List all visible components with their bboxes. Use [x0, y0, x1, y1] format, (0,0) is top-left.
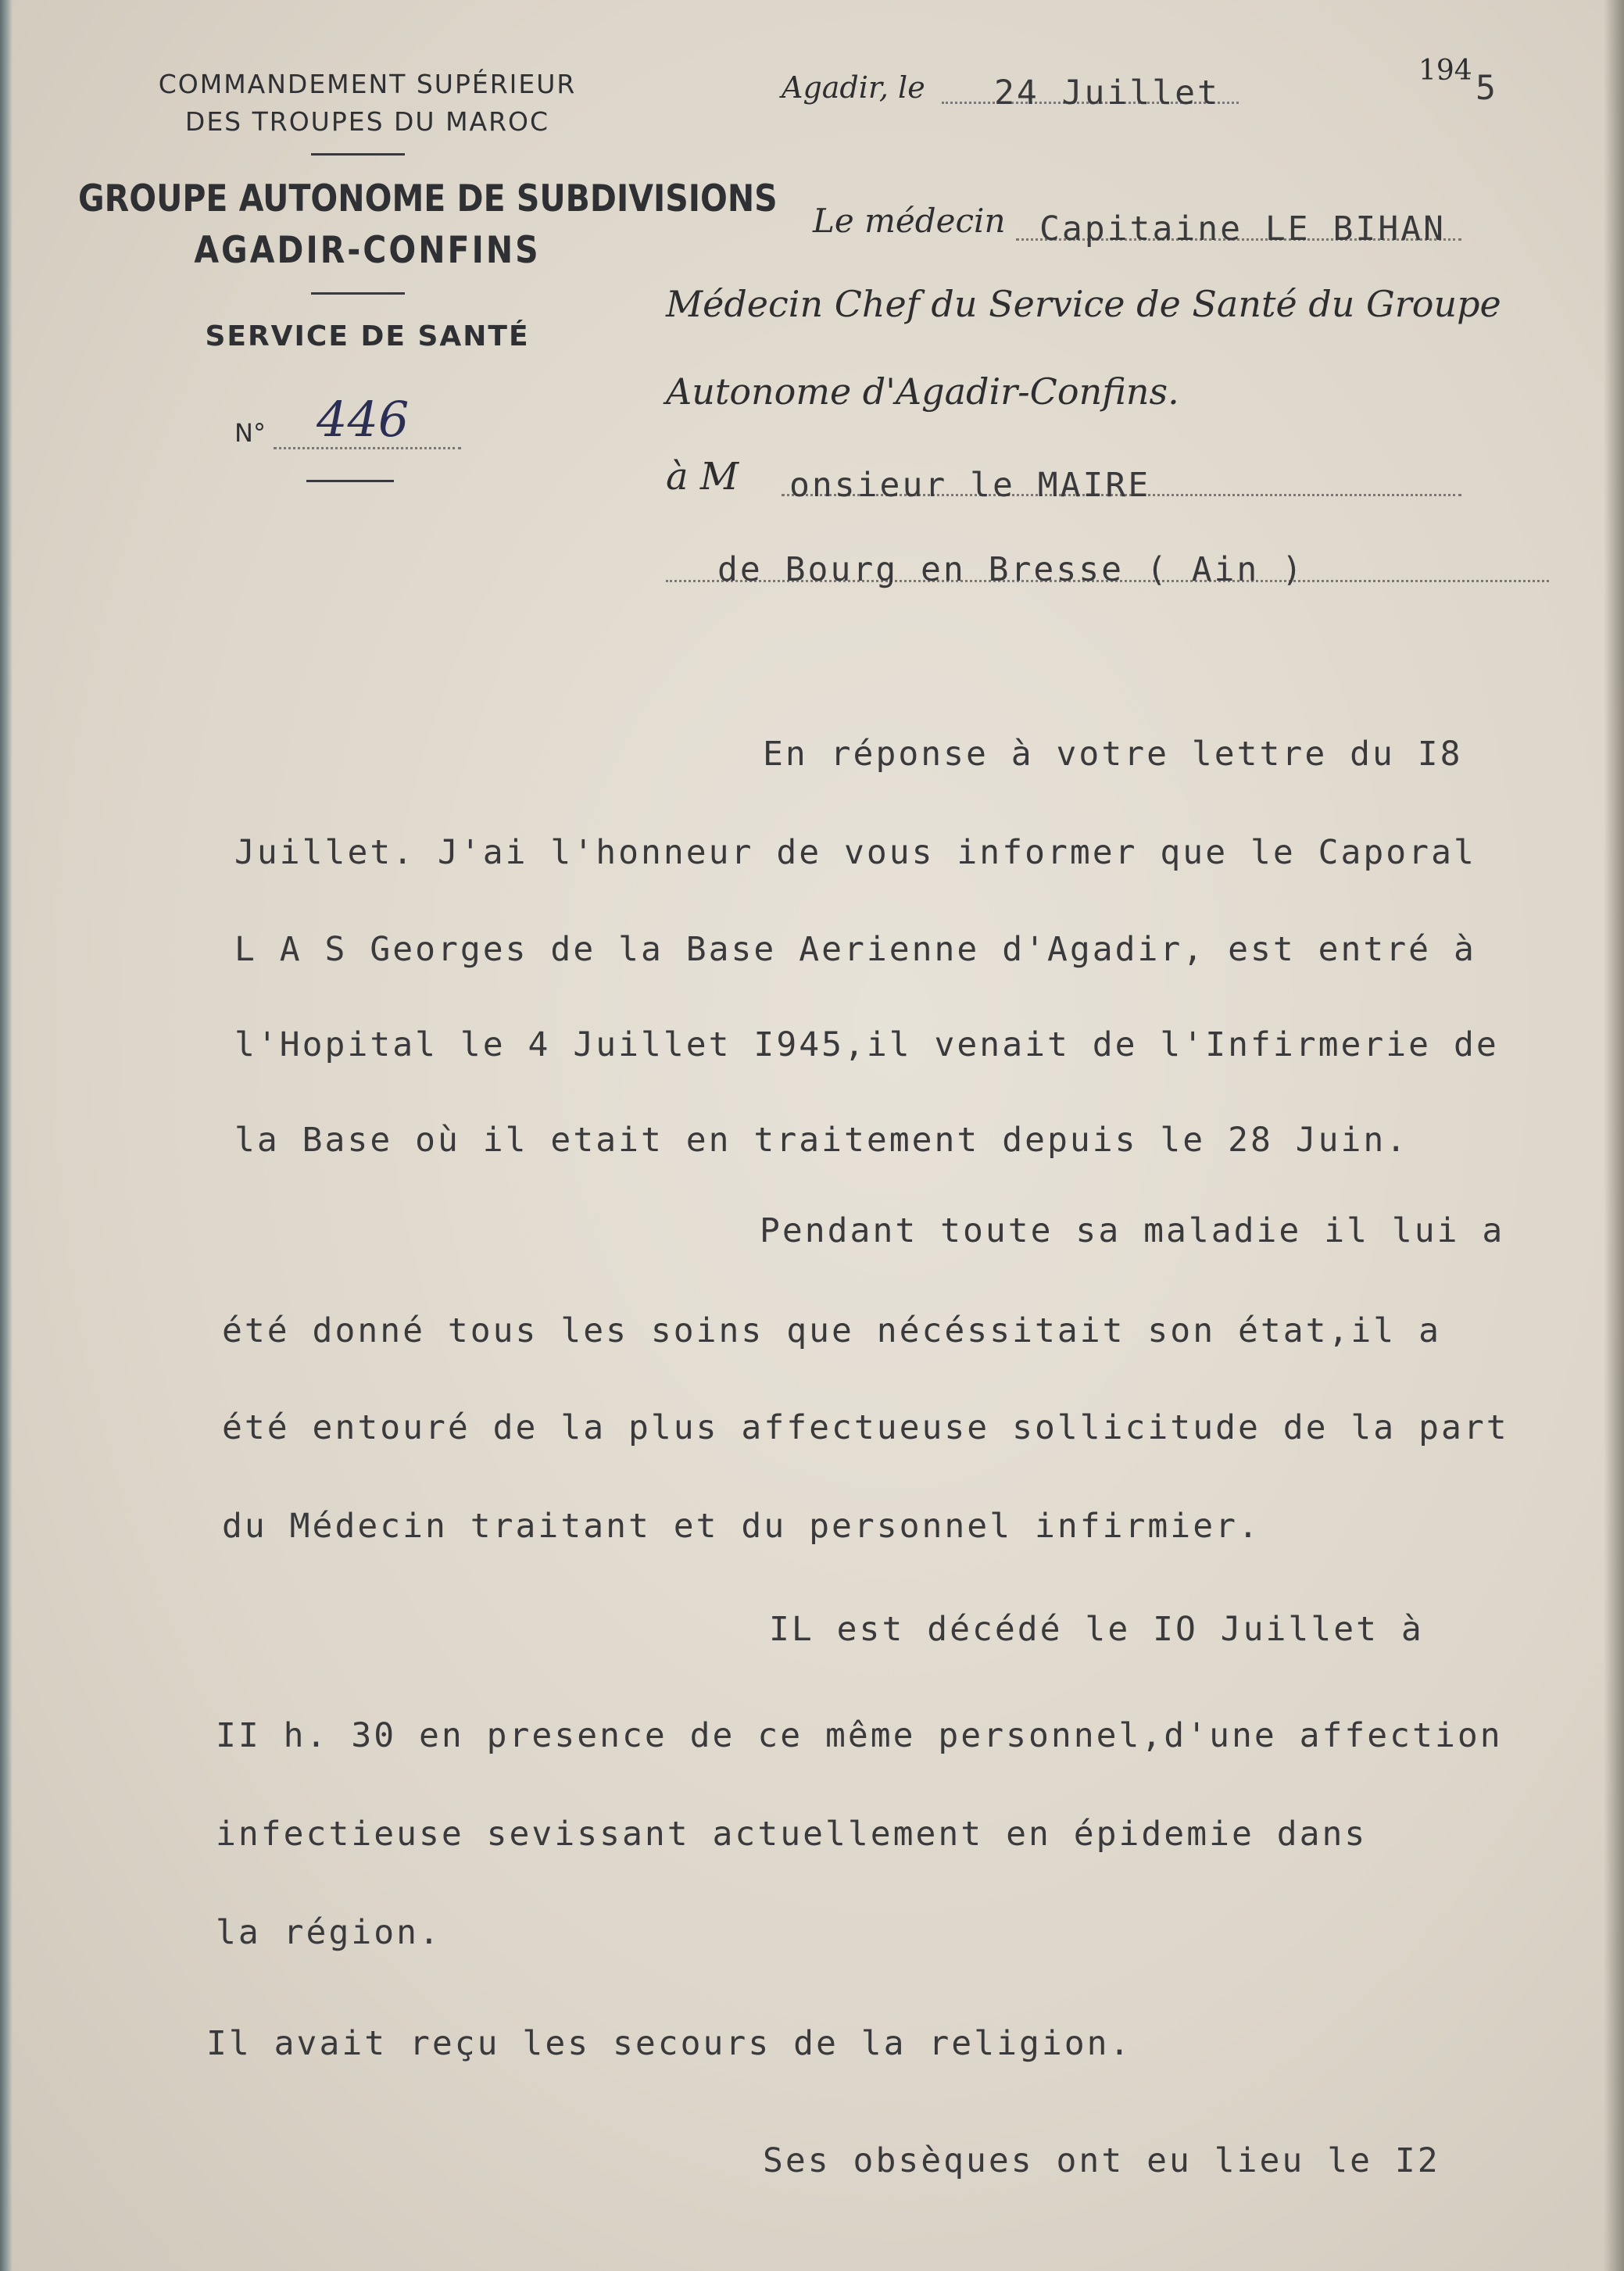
recipient-prefix: à M — [666, 455, 739, 499]
recipient-town: de Bourg en Bresse ( Ain ) — [717, 550, 1305, 589]
letterhead-troops: DES TROUPES DU MAROC — [184, 106, 550, 137]
date-day-month: 24 Juillet — [994, 73, 1220, 113]
date-year-typed: 5 — [1476, 69, 1498, 108]
sender-title-line1: Médecin Chef du Service de Santé du Groupe — [666, 283, 1501, 325]
date-place: Agadir, le — [782, 70, 925, 105]
sender-name: Capitaine LE BIHAN — [1039, 209, 1446, 249]
number-label: N° — [234, 418, 266, 448]
page-edge-left — [0, 0, 13, 2271]
body-line: été entouré de la plus affectueuse sollicitude de la part — [222, 1408, 1509, 1447]
body-line: infectieuse sevissant actuellement en épidemie dans — [216, 1815, 1368, 1854]
letterhead-divider — [311, 153, 405, 156]
body-line: L A S Georges de la Base Aerienne d'Agadir, est entré à — [234, 930, 1476, 969]
letterhead-divider — [306, 480, 394, 482]
body-line: Pendant toute sa maladie il lui a — [760, 1211, 1505, 1250]
sender-title-line2: Autonome d'Agadir-Confins. — [666, 370, 1179, 413]
sender-prefix: Le médecin — [813, 202, 1006, 240]
recipient-name: onsieur le MAIRE — [789, 466, 1151, 505]
body-line: du Médecin traitant et du personnel infirmier. — [222, 1507, 1261, 1546]
body-line: été donné tous les soins que nécéssitait son état,il a — [222, 1311, 1441, 1350]
handwritten-number: 446 — [317, 391, 410, 448]
body-line: Juillet. J'ai l'honneur de vous informer que le Caporal — [234, 833, 1476, 872]
date-year-printed: 194 — [1418, 55, 1472, 87]
letterhead-subdivision: AGADIR-CONFINS — [194, 228, 541, 272]
letterhead-service: SERVICE DE SANTÉ — [205, 320, 530, 352]
letterhead-group: GROUPE AUTONOME DE SUBDIVISIONS — [78, 177, 778, 220]
body-line: En réponse à votre lettre du I8 — [763, 735, 1463, 774]
body-line: IL est décédé le IO Juillet à — [769, 1610, 1424, 1649]
letterhead-divider — [311, 292, 405, 295]
body-line: la Base où il etait en traitement depuis le 28 Juin. — [234, 1121, 1409, 1160]
letterhead-command: COMMANDEMENT SUPÉRIEUR — [158, 69, 577, 99]
body-line: l'Hopital le 4 Juillet I945,il venait de l'Infirmerie de — [234, 1025, 1499, 1064]
body-line: la région. — [216, 1913, 442, 1952]
page-edge-right — [1604, 0, 1624, 2271]
body-line: Il avait reçu les secours de la religion. — [206, 2024, 1132, 2063]
body-line: II h. 30 en presence de ce même personnel,d'une affection — [216, 1716, 1503, 1755]
body-line: Ses obsèques ont eu lieu le I2 — [763, 2141, 1440, 2180]
